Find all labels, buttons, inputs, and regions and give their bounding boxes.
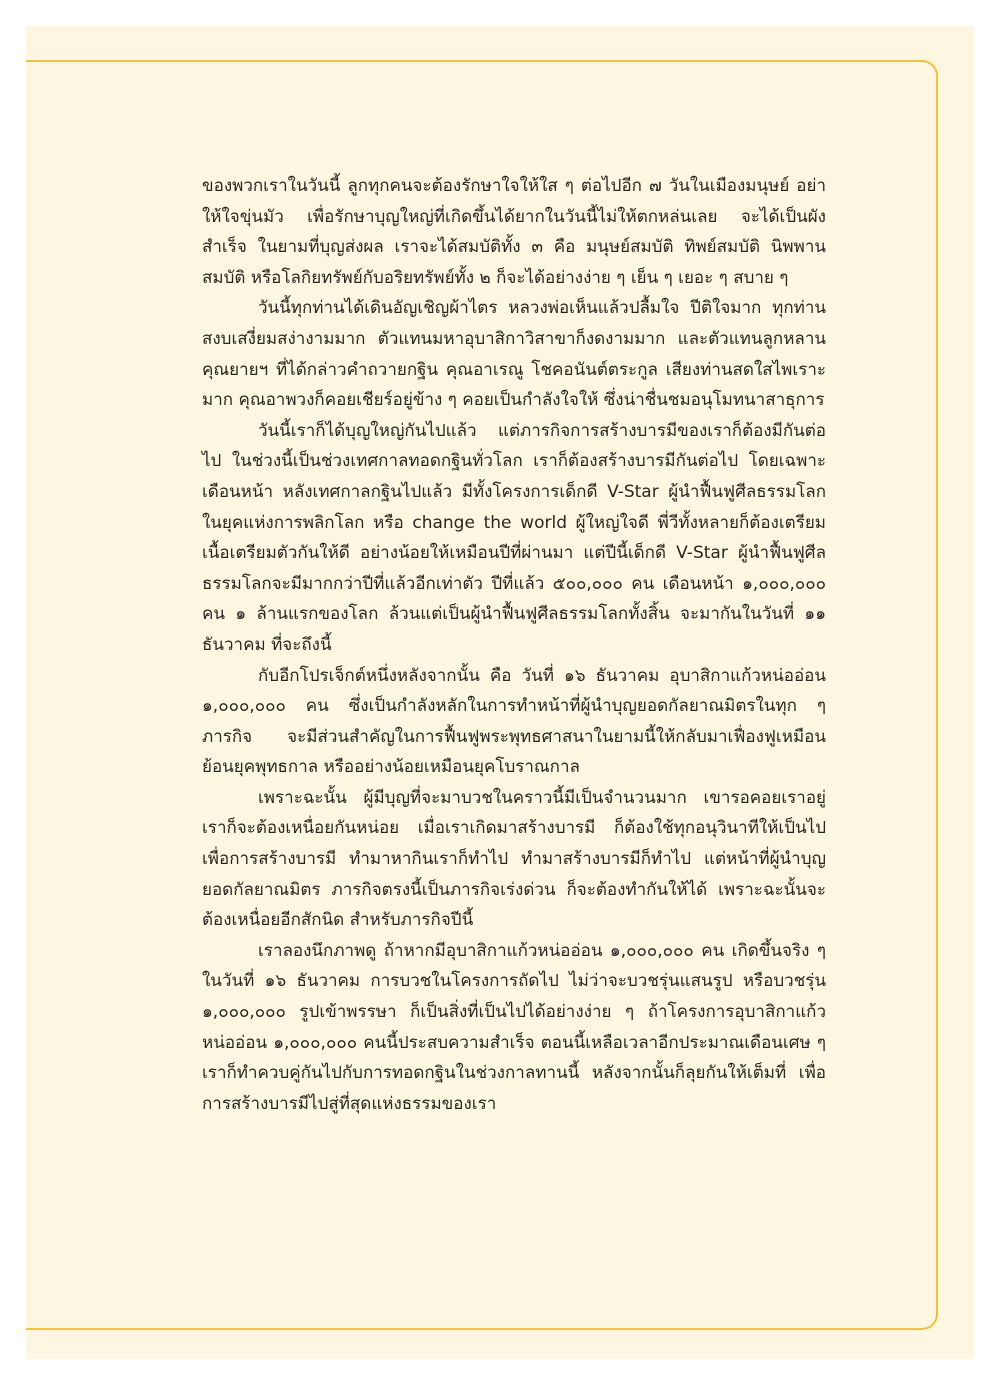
paragraph-4: กับอีกโปรเจ็กต์หนึ่งหลังจากนั้น คือ วันที่ ๑๖ ธันวาคม อุบาสิกาแก้วหน่ออ่อน ๑,๐๐๐,๐๐๐ คน ซึ่งเป็นกำลังหลักในการทำหน้าที่ผู้นำบุญยอดกัลยาณมิตรในทุก ๆ ภารกิจ จะมีส่วนสำคัญในการฟื้นฟูพระพุทธศาสนาในยามนี้ให้กลับมาเฟื่องฟูเหมือนย้อนยุคพุทธกาล หรืออย่างน้อยเหมือนยุคโบราณกาล [202,665,826,778]
paragraph-3: วันนี้เราก็ได้บุญใหญ่กันไปแล้ว แต่ภารกิจการสร้างบารมีของเราก็ต้องมีกันต่อไป ในช่วงนี้เป็นช่วงเทศกาลทอดกฐินทั่วโลก เราก็ต้องสร้างบารมีกันต่อไป โดยเฉพาะเดือนหน้า หลังเทศกาลกฐินไปแล้ว มีทั้งโครงการเด็กดี V-Star ผู้นำฟื้นฟูศีลธรรมโลก ในยุคแห่งการพลิกโลก หรือ change the world ผู้ใหญ่ใจดี พี่วีทั้งหลายก็ต้องเตรียมเนื้อเตรียมตัวกันให้ดี อย่างน้อยให้เหมือนปีที่ผ่านมา แต่ปีนี้เด็กดี V-Star ผู้นำฟื้นฟูศีลธรรมโลกจะมีมากกว่าปีที่แล้วอีกเท่าตัว ปีที่แล้ว ๕๐๐,๐๐๐ คน เดือนหน้า ๑,๐๐๐,๐๐๐ คน ๑ ล้านแรกของโลก ล้วนแต่เป็นผู้นำฟื้นฟูศีลธรรมโลกทั้งสิ้น จะมากันในวันที่ ๑๑ ธันวาคม ที่จะถึงนี้ [202,420,826,655]
article-body [202,171,826,1119]
paragraph-1: ของพวกเราในวันนี้ ลูกทุกคนจะต้องรักษาใจให้ใส ๆ ต่อไปอีก ๗ วันในเมืองมนุษย์ อย่าให้ใจขุ่นมัว เพื่อรักษาบุญใหญ่ที่เกิดขึ้นได้ยากในวันนี้ไม่ให้ตกหล่นเลย จะได้เป็นผังสำเร็จ ในยามที่บุญส่งผล เราจะได้สมบัติทั้ง ๓ คือ มนุษย์สมบัติ ทิพย์สมบัติ นิพพานสมบัติ หรือโลกิยทรัพย์กับอริยทรัพย์ทั้ง ๒ ก็จะได้อย่างง่าย ๆ เย็น ๆ เยอะ ๆ สบาย ๆ [202,176,826,288]
paragraph-6: เราลองนึกภาพดู ถ้าหากมีอุบาสิกาแก้วหน่ออ่อน ๑,๐๐๐,๐๐๐ คน เกิดขึ้นจริง ๆ ในวันที่ ๑๖ ธันวาคม การบวชในโครงการถัดไป ไม่ว่าจะบวชรุ่นแสนรูป หรือบวชรุ่น ๑,๐๐๐,๐๐๐ รูปเข้าพรรษา ก็เป็นสิ่งที่เป็นไปได้อย่างง่าย ๆ ถ้าโครงการอุบาสิกาแก้วหน่ออ่อน ๑,๐๐๐,๐๐๐ คนนี้ประสบความสำเร็จ ตอนนี้เหลือเวลาอีกประมาณเดือนเศษ ๆ เราก็ทำควบคู่กันไปกับการทอดกฐินในช่วงกาลทานนี้ หลังจากนั้นก็ลุยกันให้เต็มที่ เพื่อการสร้างบารมีไปสู่ที่สุดแห่งธรรมของเรา [202,940,826,1114]
paragraph-2: วันนี้ทุกท่านได้เดินอัญเชิญผ้าไตร หลวงพ่อเห็นแล้วปลื้มใจ ปีติใจมาก ทุกท่านสงบเสงี่ยมสง่างามมาก ตัวแทนมหาอุบาสิกาวิสาขาก็งดงามมาก และตัวแทนลูกหลานคุณยายฯ ที่ได้กล่าวคำถวายกฐิน คุณอาเรณู โชคอนันต์ตระกูล เสียงท่านสดใสไพเราะมาก คุณอาพวงก็คอยเชียร์อยู่ข้าง ๆ คอยเป็นกำลังใจให้ ซึ่งน่าชื่นชมอนุโมทนาสาธุการ [202,298,826,411]
paragraph-5: เพราะฉะนั้น ผู้มีบุญที่จะมาบวชในคราวนี้มีเป็นจำนวนมาก เขารอคอยเราอยู่ เราก็จะต้องเหนื่อยกันหน่อย เมื่อเราเกิดมาสร้างบารมี ก็ต้องใช้ทุกอนุวินาทีให้เป็นไปเพื่อการสร้างบารมี ทำมาหากินเราก็ทำไป ทำมาสร้างบารมีก็ทำไป แต่หน้าที่ผู้นำบุญยอดกัลยาณมิตร ภารกิจตรงนี้เป็นภารกิจเร่งด่วน ก็จะต้องทำกันให้ได้ เพราะฉะนั้นจะต้องเหนื่อยอีกสักนิด สำหรับภารกิจปีนี้ [202,787,826,931]
